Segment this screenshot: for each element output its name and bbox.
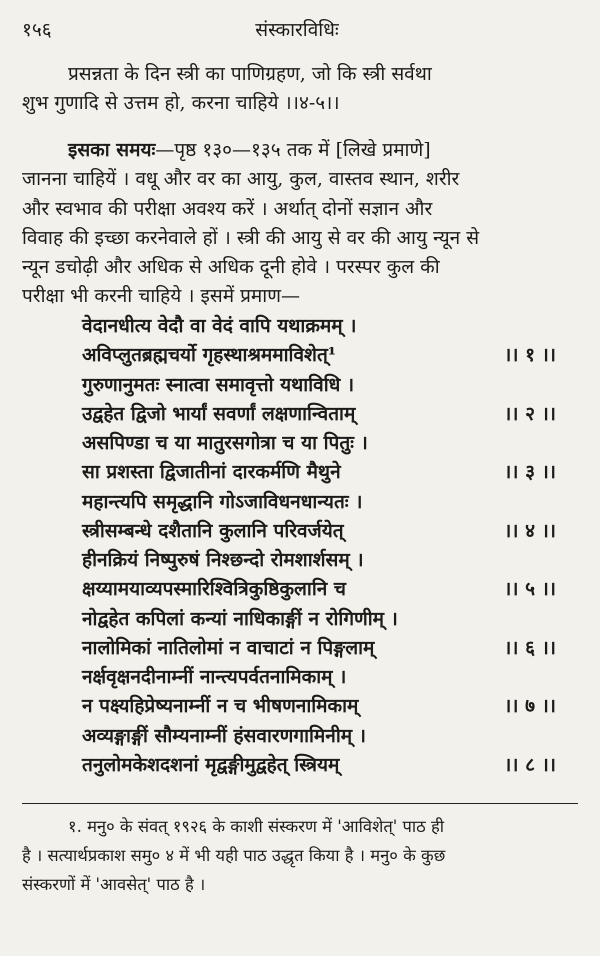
verse-text: असपिण्डा च या मातुरसगोत्रा च या पितुः । xyxy=(82,432,368,454)
verse-text: न पक्ष्यहिप्रेष्यनाम्नीं न च भीषणनामिकाम् xyxy=(82,695,359,718)
verse-line xyxy=(82,488,582,517)
verse-line xyxy=(82,458,582,487)
verse-text: क्षय्यामयाव्यपस्मारिश्वित्रिकुष्ठिकुलानि च xyxy=(82,578,346,601)
footnote-divider xyxy=(22,803,578,804)
verse-block xyxy=(82,312,582,780)
verse-line xyxy=(82,605,582,634)
running-title: संस्कारविधिः xyxy=(255,19,339,41)
verse-line xyxy=(82,575,582,604)
footnote-line: १. मनु० के संवत् १९२६ के काशी संस्करण में 'आविशेत्' पाठ ही xyxy=(68,817,445,836)
page-header xyxy=(22,16,572,48)
verse-number: ।। २ ।। xyxy=(504,402,556,425)
text-line xyxy=(22,136,578,165)
verse-line xyxy=(82,692,582,721)
verse-text: वेदानधीत्य वेदौ वा वेदं वापि यथाक्रमम् । xyxy=(82,315,357,337)
verse-line xyxy=(82,312,582,341)
verse-text: सा प्रशस्ता द्विजातीनां दारकर्मणि मैथुने xyxy=(82,461,341,484)
time-paragraph xyxy=(22,136,578,312)
text-line: विवाह की इच्छा करनेवाले हों । स्त्री की आयु से वर की आयु न्यून से xyxy=(22,226,480,249)
verse-number: ।। १ ।। xyxy=(504,344,556,367)
verse-text: अविप्लुतब्रह्मचर्यो गृहस्थाश्रममाविशेत्¹ xyxy=(82,344,337,367)
verse-text: नर्क्षवृक्षनदीनाम्नीं नान्त्यपर्वतनामिकाम् । xyxy=(82,666,347,688)
text-line: जानना चाहियें । वधू और वर का आयु, कुल, वास्तव स्थान, शरीर xyxy=(22,168,460,191)
verse-number: ।। ५ ।। xyxy=(504,578,556,601)
verse-text: नालोमिकां नातिलोमां न वाचाटां न पिङ्गलाम् xyxy=(82,636,375,659)
verse-line xyxy=(82,371,582,400)
intro-paragraph xyxy=(22,60,578,119)
footnote xyxy=(22,812,578,899)
text-line: शुभ गुणादि से उत्तम हो, करना चाहिये ।।४-५।। xyxy=(22,92,340,115)
verse-line xyxy=(82,663,582,692)
verse-number: ।। ८ ।। xyxy=(504,753,556,776)
verse-number: ।। ६ ।। xyxy=(504,636,556,659)
footnote-line: है । सत्यार्थप्रकाश समु० ४ में भी यही पाठ उद्धृत किया है । मनु० के कुछ xyxy=(22,846,446,865)
text-line: प्रसन्नता के दिन स्त्री का पाणिग्रहण, जो कि स्त्री सर्वथा xyxy=(68,63,432,85)
text-line: न्यून डचोढ़ी और अधिक से अधिक दूनी होवे । परस्पर कुल की xyxy=(22,256,440,279)
text-line: परीक्षा भी करनी चाहिये । इसमें प्रमाण— xyxy=(22,285,300,308)
verse-number: ।। ४ ।। xyxy=(504,519,556,542)
verse-line xyxy=(82,546,582,575)
verse-text: हीनक्रियं निष्पुरुषं निश्छन्दो रोमशार्शसम् । xyxy=(82,549,364,571)
verse-line xyxy=(82,517,582,546)
section-label: इसका समयः xyxy=(68,139,156,161)
verse-text: उद्वहेत द्विजो भार्यां सवर्णां लक्षणान्विताम् xyxy=(82,402,356,425)
verse-line xyxy=(82,429,582,458)
verse-number: ।। ३ ।। xyxy=(504,461,556,484)
verse-line xyxy=(82,400,582,429)
verse-number: ।। ७ ।। xyxy=(504,695,556,718)
page-number: १५६ xyxy=(22,19,52,41)
verse-line xyxy=(82,634,582,663)
text-line: और स्वभाव की परीक्षा अवश्य करें । अर्थात् दोनों सज्ञान और xyxy=(22,197,433,220)
text-fragment: —पृष्ठ १३०—१३५ तक में [लिखे प्रमाणे] xyxy=(155,139,431,161)
verse-text: अव्यङ्गाङ्गीं सौम्यनाम्नीं हंसवारणगामिनीम् । xyxy=(82,724,366,747)
verse-text: स्त्रीसम्बन्धे दशैतानि कुलानि परिवर्जयेत् xyxy=(82,519,344,542)
verse-line xyxy=(82,751,582,780)
verse-text: गुरुणानुमतः स्नात्वा समावृत्तो यथाविधि । xyxy=(82,373,355,396)
verse-line xyxy=(82,722,582,751)
verse-text: महान्त्यपि समृद्धानि गोऽजाविधनधान्यतः । xyxy=(82,490,363,513)
verse-text: तनुलोमकेशदशनां मृद्वङ्गीमुद्वहेत् स्त्रियम् xyxy=(82,753,340,776)
verse-text: नोद्वहेत कपिलां कन्यां नाधिकाङ्गीं न रोगिणीम् । xyxy=(82,607,398,630)
verse-line xyxy=(82,341,582,370)
footnote-line: संस्करणों में 'आवसेत्' पाठ है । xyxy=(22,875,206,894)
